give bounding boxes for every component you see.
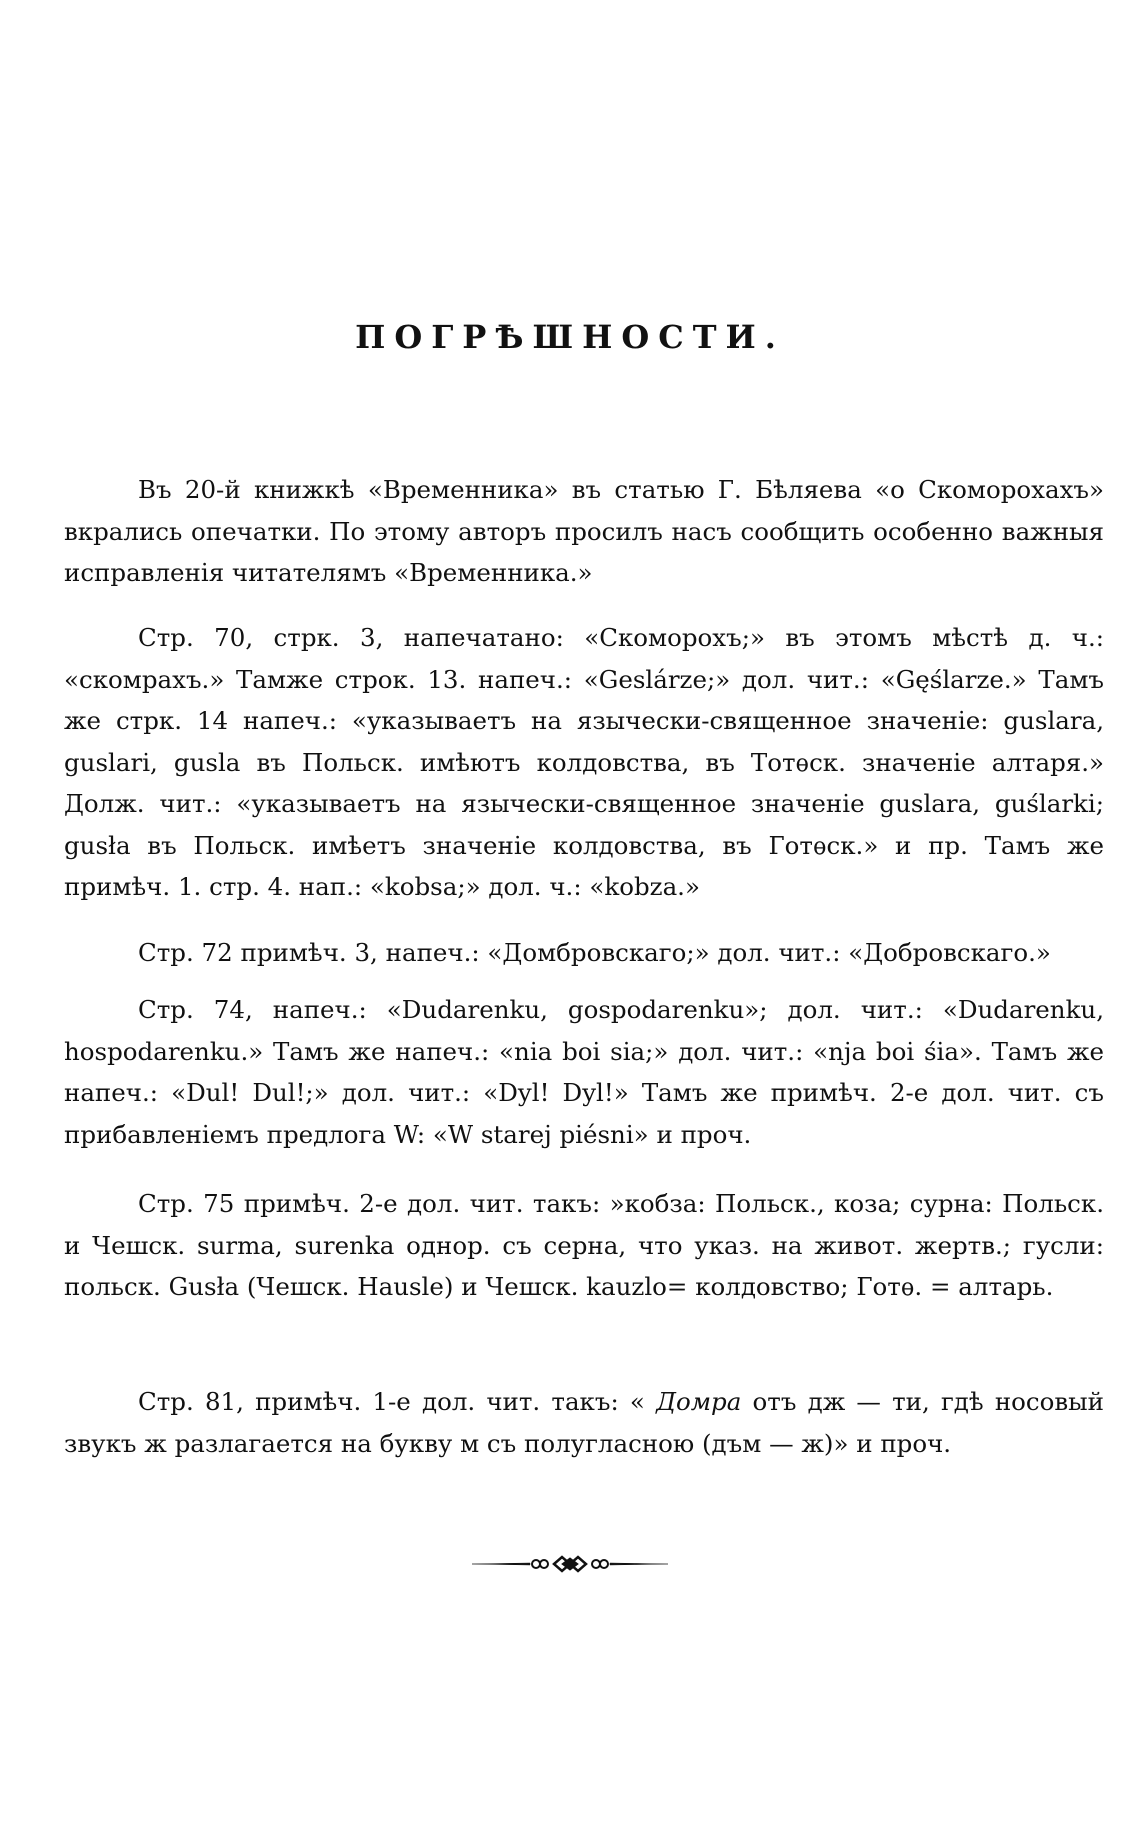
paragraph-page-75: Стр. 75 примѣч. 2-е дол. чит. такъ: »кобза: Польск., коза; сурна: Польск. и Чешск. surma, surenka одноp. съ серна, что указ. на живот. жертв.; гусли: польск. Gusła (Чешск. Hausle) и Чешск. kauzlo= колдовство; Готѳ. = алтарь. (64, 1189, 1104, 1301)
paragraph-page-74: Стр. 74, напеч.: «Dudarenku, gospodarenku»; дол. чит.: «Dudarenku, hospodarenku.» Тамъ же напеч.: «nia boi sia;» дол. чит.: «nja boi śia». Тамъ же напеч.: «Dul! Dul!;» дол. чит.: «Dyl! Dyl!» Тамъ же примѣч. 2-е дол. чит. съ прибавленіемъ предлога W: «W starej piésni» и проч. (64, 995, 1104, 1149)
paragraph-page-81-italic: Домра (656, 1387, 742, 1416)
ornament-svg (470, 1552, 670, 1576)
paragraph-page-81-after: отъ дж — ти, гдѣ носовый звукъ ж разлагается на букву м съ полугласною (дъм — ж)» и проч. (64, 1387, 1104, 1458)
ornament-divider-icon (470, 1552, 670, 1576)
paragraph-page-72: Стр. 72 примѣч. 3, напеч.: «Домбровскаго;» дол. чит.: «Добровскаго.» (138, 938, 1051, 967)
page-title: ПОГРѢШНОСТИ. (355, 318, 785, 356)
paragraph-intro: Въ 20-й книжкѣ «Временника» въ статью Г. Бѣляева «о Скоморохахъ» вкрались опечатки. По этому авторъ просилъ насъ сообщить особенно важныя исправленія читателямъ «Временника.» (64, 475, 1104, 587)
paragraph-page-81-before: Стр. 81, примѣч. 1-е дол. чит. такъ: « (138, 1387, 657, 1416)
paragraph-page-81 (64, 1381, 1104, 1464)
paragraph-page-70: Стр. 70, стрк. 3, напечатано: «Скоморохъ;» въ этомъ мѣстѣ д. ч.: «скомрахъ.» Тамже строк. 13. напеч.: «Geslárze;» дол. чит.: «Gęślarze.» Тамъ же стрк. 14 напеч.: «указываетъ на язычески-священное значеніе: guslara, guslari, gusla въ Польск. имѣютъ колдовства, въ Тотѳск. значеніе алтаря.» Долж. чит.: «указываетъ на язычески-священное значеніе guslara, guślarki; gusła въ Польск. имѣетъ значеніе колдовства, въ Готѳск.» и пр. Тамъ же примѣч. 1. стр. 4. нап.: «kobsa;» дол. ч.: «kobza.» (64, 623, 1104, 901)
